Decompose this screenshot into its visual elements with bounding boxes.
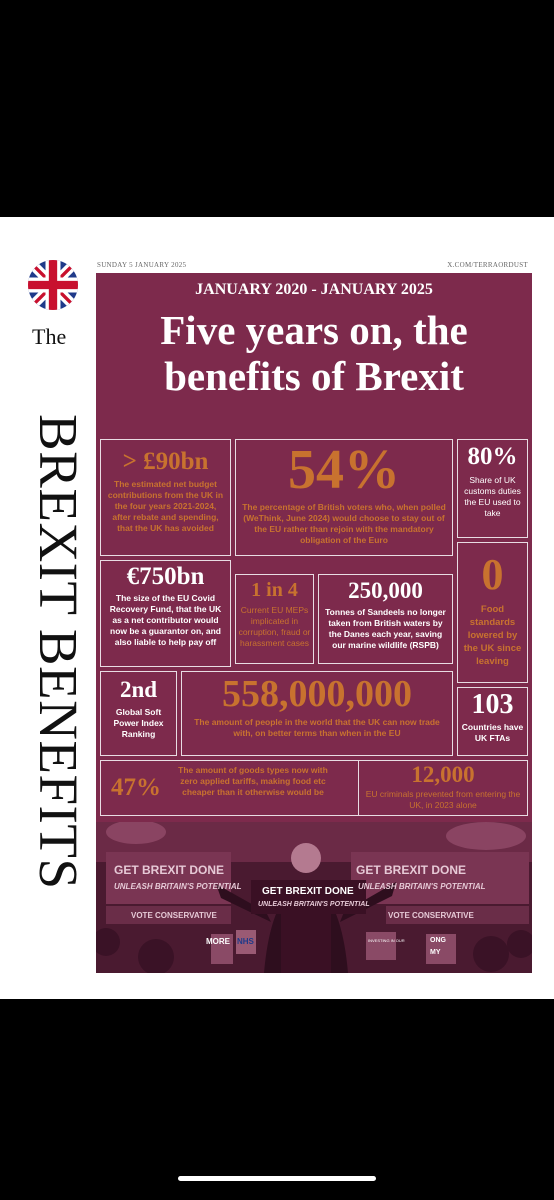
rally-photo	[96, 822, 532, 973]
stat-sandeels-value: 250,000	[348, 578, 423, 603]
date-range-title: JANUARY 2020 - JANUARY 2025	[195, 281, 433, 298]
stat-soft-power-value: 2nd	[119, 677, 158, 702]
stat-meps-value: 1 in 4	[251, 579, 298, 601]
stat-customs-value: 80%	[467, 443, 518, 470]
stat-trade-text: The amount of people in the world that the UK can now trade with, on better terms than when in the EU	[194, 717, 440, 738]
stat-soft-power	[100, 671, 177, 756]
sign-nhs: NHS	[237, 937, 254, 946]
stat-budget	[100, 439, 231, 556]
sign-right-top: ONG	[430, 937, 446, 944]
masthead-the: The	[32, 324, 67, 349]
stat-covid-text: The size of the EU Covid Recovery Fund, that the UK as a net contributor would now be a guarantor on, and also liable to help pay off	[109, 593, 222, 647]
sign-right-bottom: MY	[430, 949, 441, 956]
stat-ftas	[457, 687, 528, 756]
stat-covid-value: €750bn	[126, 563, 205, 590]
headline-line-2: benefits of Brexit	[164, 353, 464, 399]
banner-left-text: GET BREXIT DONE	[114, 863, 225, 877]
headline-line-1: Five years on, the	[160, 307, 468, 353]
union-jack-icon	[28, 260, 78, 310]
stat-sandeels-text: Tonnes of Sandeels no longer taken from British waters by the Danes each year, saving our marine wildlife (RSPB)	[325, 607, 446, 650]
stat-trade	[181, 671, 453, 756]
vote-right-text: VOTE CONSERVATIVE	[388, 911, 474, 920]
vote-left-text: VOTE CONSERVATIVE	[131, 911, 217, 920]
stat-food	[457, 542, 528, 683]
stat-meps-text: Current EU MEPs implicated in corruption, fraud or harassment cases	[238, 605, 311, 648]
stat-poll-value: 54%	[288, 439, 400, 501]
stat-customs	[457, 439, 528, 538]
stat-soft-power-text: Global Soft Power Index Ranking	[113, 707, 164, 739]
stat-customs-text: Share of UK customs duties the EU used to take	[464, 475, 521, 518]
banner-left-sub: UNLEASH BRITAIN'S POTENTIAL	[114, 882, 242, 891]
podium-text: GET BREXIT DONE	[262, 886, 354, 897]
rally-photo-graphic	[96, 822, 532, 973]
banner-right-text: GET BREXIT DONE	[356, 863, 467, 877]
stat-budget-value: > £90bn	[122, 448, 209, 475]
stat-sandeels	[318, 574, 453, 664]
stat-food-value: 0	[481, 550, 504, 599]
stat-criminals-value: 12,000	[411, 762, 475, 787]
sign-investing: INVESTING IN OUR	[368, 938, 405, 943]
stat-ftas-text: Countries have UK FTAs	[461, 722, 524, 743]
home-indicator[interactable]	[178, 1176, 376, 1181]
banner-right-sub: UNLEASH BRITAIN'S POTENTIAL	[358, 882, 486, 891]
podium-sub: UNLEASH BRITAIN'S POTENTIAL	[258, 901, 370, 908]
stat-criminals-text: EU criminals prevented from entering the UK, in 2023 alone	[365, 789, 521, 810]
credit-link[interactable]: X.COM/TERRAORDUST	[447, 261, 528, 269]
stat-food-text: Food standards lowered by the UK since leaving	[463, 604, 522, 667]
stat-criminals	[358, 760, 528, 816]
headline	[96, 307, 532, 399]
stat-trade-value: 558,000,000	[222, 673, 412, 715]
stat-ftas-value: 103	[471, 689, 514, 720]
infographic-panel	[96, 273, 532, 973]
stat-poll	[235, 439, 453, 556]
stat-poll-text: The percentage of British voters who, when polled (WeThink, June 2024) would choose to stay out of the EU rather than rejoin with the mandatory obligation of the Euro	[242, 502, 446, 545]
masthead-title: BREXIT BENEFITS	[28, 414, 89, 890]
dateline: SUNDAY 5 JANUARY 2025	[97, 261, 187, 269]
stat-covid	[100, 560, 231, 667]
stat-budget-text: The estimated net budget contributions from the UK in the four years 2021-2024, after rebate and spending, that the UK has avoided	[107, 479, 224, 533]
stat-tariffs-text: The amount of goods types now with zero applied tariffs, making food etc cheaper than it otherwise would be	[178, 765, 328, 797]
stat-tariffs	[100, 760, 358, 816]
sign-more: MORE	[206, 937, 230, 946]
stat-meps	[235, 574, 314, 664]
stat-tariffs-value: 47%	[111, 774, 161, 801]
